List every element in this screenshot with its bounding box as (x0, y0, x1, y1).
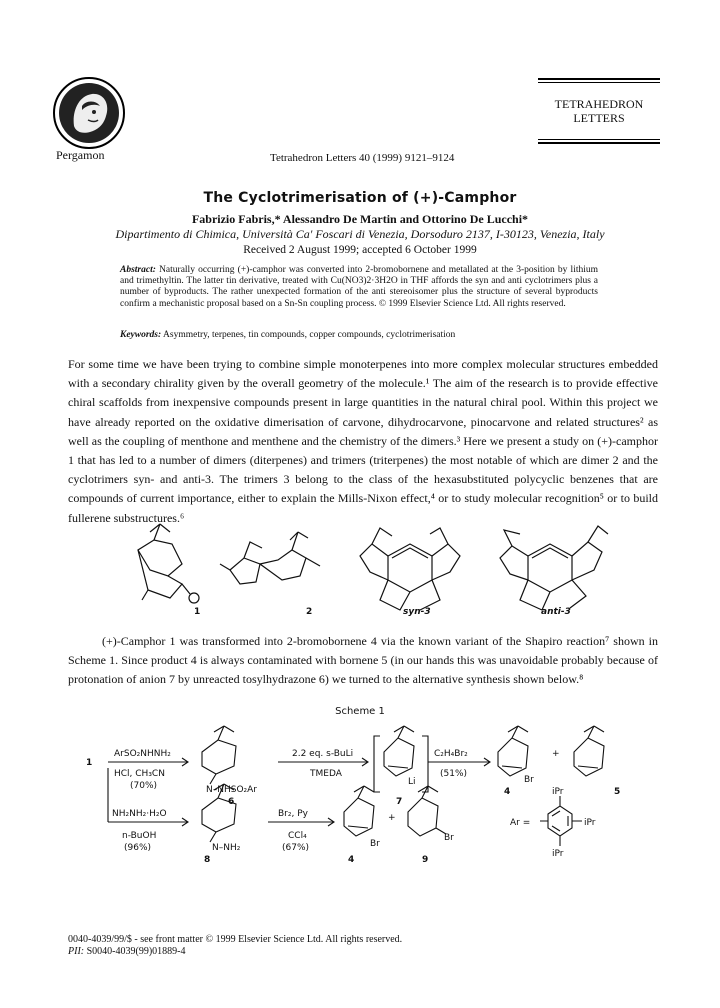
label-4: 4 (504, 787, 511, 797)
structure-camphor (138, 524, 199, 603)
journal-name-box (538, 78, 660, 144)
authors: Fabrizio Fabris,* Alessandro De Martin and Ottorino De Lucchi* (191, 212, 529, 226)
keywords-label: Keywords: (120, 330, 162, 340)
structure-6-substituent: N–NHSO₂Ar (206, 785, 257, 795)
compound-label-2: 2 (306, 607, 313, 617)
keywords (120, 330, 598, 340)
label-5: 5 (614, 787, 621, 797)
reagent4-bottom: n-BuOH (122, 831, 157, 841)
structure-5 (574, 726, 604, 776)
footer-copyright: 0040-4039/99/$ - see front matter © 1999 Elsevier Science Ltd. All rights reserved. (68, 934, 403, 945)
journal-name-line2: LETTERS (573, 111, 625, 125)
top-rule-thin (538, 82, 660, 83)
compound-label-1: 1 (194, 607, 201, 617)
reagent3-top: C₂H₄Br₂ (434, 749, 468, 759)
structure-4 (498, 726, 528, 776)
reagent3-yield: (51%) (440, 769, 468, 779)
structure-9 (408, 786, 446, 836)
plus-1: + (552, 749, 560, 759)
ipr-right: iPr (584, 818, 596, 828)
br-4b: Br (370, 839, 380, 849)
reagent4-yield: (96%) (124, 843, 152, 853)
label-8: 8 (204, 855, 211, 865)
label-4b: 4 (348, 855, 355, 865)
paragraph-2: (+)-Camphor 1 was transformed into 2-bromobornene 4 via the known variant of the Shapiro reaction⁷ shown in Scheme 1. Since product 4 is always contaminated with bornene 5 (in our hands this was unavoidable probably because of protonation of anion 7 by unreacted tosylhydrazone 6) we turned to the alternative synthesis shown below.⁸ (68, 634, 658, 687)
ipr-top: iPr (552, 787, 564, 797)
label-6: 6 (228, 797, 235, 807)
arrow-3 (428, 758, 490, 766)
li-label: Li (408, 777, 416, 787)
reagent5-top: Br₂, Py (278, 809, 308, 819)
label-9: 9 (422, 855, 429, 865)
abstract-text: Naturally occurring (+)-camphor was converted into 2-bromobornene and metallated at the 3-position by lithium and trimethyltin. The latter tin derivative, treated with Cu(NO3)2·3H2O in THF affords the syn and anti cyclotrimers plus a number of byproducts. The rather unexpected formation of the anti stereoisomer plus the structure of several byproducts confirm a mechanistic proposal based on a Sn-Sn coupling process. © 1999 Elsevier Science Ltd. All rights reserved. (120, 265, 599, 309)
br-4: Br (524, 775, 534, 785)
compound-label-syn-3: syn-3 (403, 607, 431, 617)
aryl-ring (540, 796, 582, 846)
journal-name-line1: TETRAHEDRON (554, 97, 644, 111)
structure-dimer (220, 532, 320, 584)
footer (68, 934, 402, 958)
label-7: 7 (396, 797, 403, 807)
arrow-5 (268, 818, 334, 826)
received-dates: Received 2 August 1999; accepted 6 October 1999 (243, 244, 477, 256)
top-rule (538, 78, 660, 80)
reagent1-top: ArSO₂NHNH₂ (114, 749, 171, 759)
journal-citation: Tetrahedron Letters 40 (1999) 9121–9124 (270, 152, 455, 164)
compound-structures (110, 520, 670, 620)
bottom-rule (538, 142, 660, 144)
intro-paragraph: For some time we have been trying to combine simple monoterpenes into more complex molecular structures embedded with a secondary chirality given by the overall geometry of the molecule.¹ The aim of the research is to provide effective chiral scaffolds from inexpensive compounds present in large quantities in the natural chiral pool. Within this project we have already reported on the oxidative dimerisation of carvone, dihydrocarvone, pinocarvone and related structures² as well as the coupling of menthone and menthene and the chemistry of the dimers.³ Here we present a study on (+)-camphor 1 that has led to a number of dimers (diterpenes) and trimers (triterpenes) the most notable of which are dimer 2 and the cyclotrimers syn- and anti-3. The trimers 3 belong to the class of the hexasubstituted polycyclic benzenes that are compounds of current importance, either to explain the Mills-Nixon effect,⁴ or to study molecular recognition⁵ or to build fullerene substructures.⁶ (68, 357, 658, 525)
article-title: The Cyclotrimerisation of (+)-Camphor (203, 190, 517, 206)
keywords-text: Asymmetry, terpenes, tin compounds, copper compounds, cyclotrimerisation (163, 330, 456, 340)
compound-label-anti-3: anti-3 (541, 607, 571, 617)
structure-anti-trimer (500, 526, 608, 610)
ipr-bottom: iPr (552, 849, 564, 859)
scheme-start-1: 1 (86, 758, 93, 768)
reagent2-top: 2.2 eq. s-BuLi (292, 749, 354, 759)
arrow-1 (108, 758, 188, 766)
structure-syn-trimer (360, 528, 460, 610)
scheme-title: Scheme 1 (335, 706, 385, 717)
pii-value: S0040-4039(99)01889-4 (86, 946, 186, 957)
br-9: Br (444, 833, 454, 843)
bracket-7 (374, 736, 428, 792)
reagent1-yield: (70%) (130, 781, 158, 791)
bottom-rule-thin (538, 139, 660, 140)
arrow-2 (278, 758, 368, 766)
reagent2-bottom: TMEDA (310, 769, 342, 779)
structure-4b (344, 786, 374, 836)
structure-7 (384, 726, 414, 776)
plus-2: + (388, 813, 396, 823)
footer-pii (68, 946, 402, 958)
structure-8-substituent: N–NH₂ (212, 843, 241, 853)
ar-definition: Ar = (510, 818, 531, 828)
reagent5-bottom: CCl₄ (288, 831, 307, 841)
pii-label: PII: (68, 946, 85, 957)
reagent5-yield: (67%) (282, 843, 310, 853)
reagent1-bottom: HCl, CH₃CN (114, 769, 165, 779)
affiliation: Dipartimento di Chimica, Università Ca' Foscari di Venezia, Dorsoduro 2137, I-30123, Venezia, Italy (115, 227, 605, 241)
reagent4-top: NH₂NH₂·H₂O (112, 809, 167, 819)
abstract (120, 265, 598, 310)
structure-6 (202, 726, 236, 784)
abstract-label: Abstract: (120, 265, 156, 275)
publisher-name: Pergamon (56, 148, 105, 162)
scheme-1 (78, 722, 678, 892)
pergamon-logo (52, 76, 126, 150)
